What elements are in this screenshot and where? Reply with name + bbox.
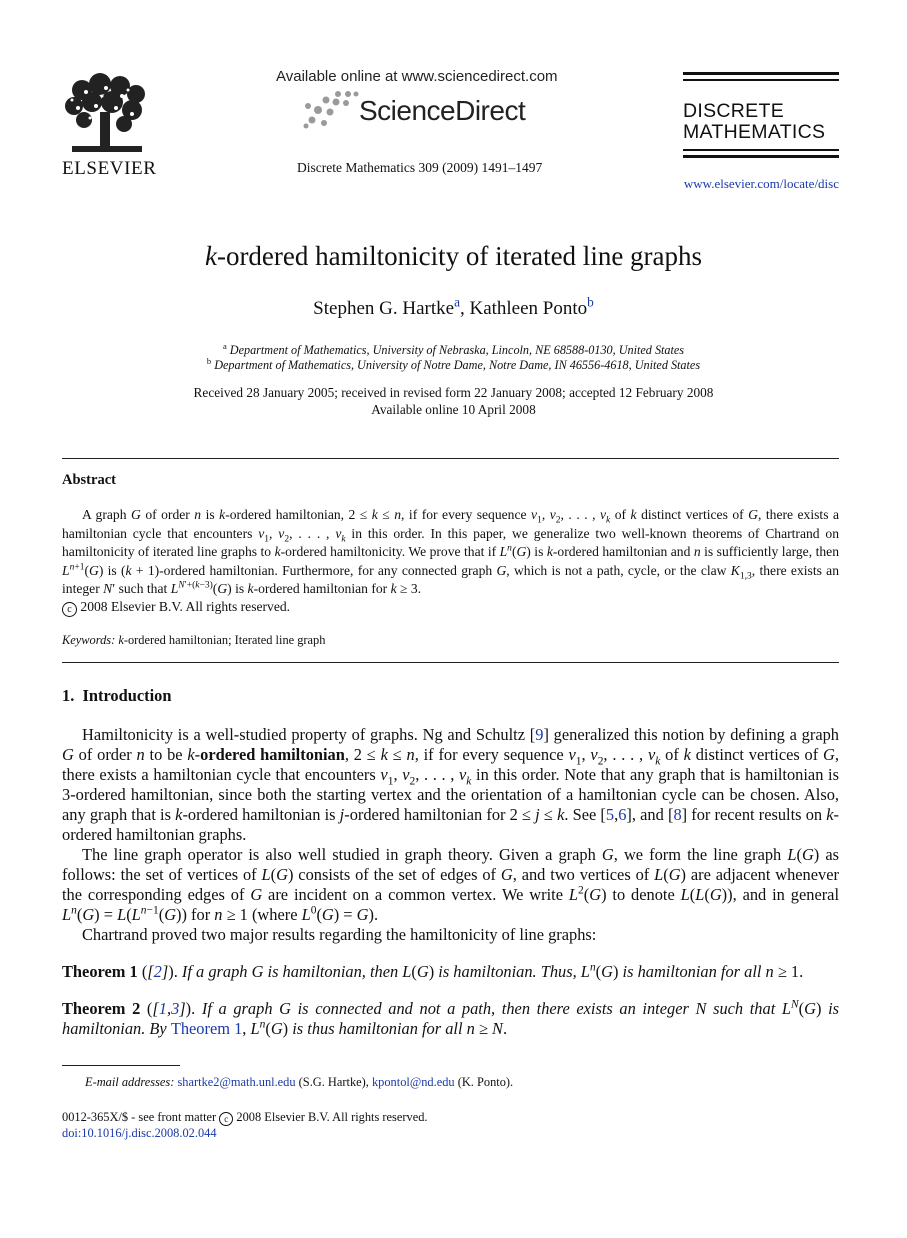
theorem-1-link[interactable]: Theorem xyxy=(170,1019,230,1038)
journal-bottom-rule-2 xyxy=(683,155,839,158)
keywords-label: Keywords: xyxy=(62,633,116,647)
abstract-heading: Abstract xyxy=(62,472,116,488)
intro-paragraph-3: Chartrand proved two major results regarding the hamiltonicity of line graphs: xyxy=(82,925,597,944)
title-rest: -ordered hamiltonicity of iterated line graphs xyxy=(216,241,703,271)
journal-name-line2: MATHEMATICS xyxy=(683,121,826,143)
article-title xyxy=(0,241,907,272)
abstract-copyright-text: 2008 Elsevier B.V. All rights reserved. xyxy=(80,599,291,614)
journal-top-rule-2 xyxy=(683,79,839,81)
available-online-text: Available online at www.sciencedirect.com xyxy=(276,68,558,85)
email-owner-ponto: (K. Ponto). xyxy=(454,1075,514,1089)
footer-copyright-text: 2008 Elsevier B.V. All rights reserved. xyxy=(236,1110,428,1124)
abstract-copyright xyxy=(62,599,290,617)
email-owner-hartke: (S.G. Hartke), xyxy=(295,1075,372,1089)
journal-top-rule xyxy=(683,72,839,75)
theorem-2: Theorem 2 ([1,3]). If a graph G is connected and not a path, then there exists an integer N such that $L^N(G)$ is hamiltonian. By Theorem 1, $L^n(G)$ is thus hamiltonian for all n ≥ N. xyxy=(62,998,840,1038)
ref-2-link[interactable]: 2 xyxy=(153,962,162,981)
intro-paragraph-1: Hamiltonicity is a well-studied property of graphs. Ng and Schultz [9] generalized this notion by defining a graph G of order n to be k-ordered hamiltonian, 2 ≤ k ≤ n, if for every sequence $v_1$, $v_2$, . . . , $v_k$ of k distinct vertices of G, there exists a hamiltonian cycle that encounters $v_1$, $v_2$, . . . , $v_k$ in this order. Note that any graph that is hamiltonian is 3-ordered hamiltonian, since both the starting vertex and the orientation of a hamiltonian cycle can be chosen. Also, any graph that is k-ordered hamiltonian is j-ordered hamiltonian for 2 ≤ j ≤ k. See [5,6], and [8] for recent results on k-ordered hamiltonian graphs. xyxy=(62,725,839,844)
available-online-date: Available online 10 April 2008 xyxy=(371,402,536,417)
ref-3-link[interactable]: 3 xyxy=(171,999,180,1018)
affiliation-b xyxy=(0,355,907,373)
email-link-hartke[interactable]: shartke2@math.unl.edu xyxy=(177,1075,296,1089)
affil-a-text: Department of Mathematics, University of Nebraska, Lincoln, NE 68588-0130, United States xyxy=(229,343,685,357)
received-dates: Received 28 January 2005; received in revised form 22 January 2008; accepted 12 February 2008 xyxy=(193,385,714,400)
journal-bottom-rule xyxy=(683,149,839,151)
journal-logo xyxy=(683,72,839,158)
elsevier-tree-icon xyxy=(62,72,152,156)
title-k: k xyxy=(204,241,217,271)
email-link-ponto[interactable]: kpontol@nd.edu xyxy=(371,1075,455,1089)
affil-b-mark: b xyxy=(206,355,212,366)
abstract-body: A graph G of order n is k-ordered hamiltonian, 2 ≤ k ≤ n, if for every sequence $v_1$, $v_2$, . . . , $v_k$ of k distinct vertices of G, there exists a hamiltonian cycle that encounters $v_1$, $v_2$, . . . , $v_k$ in this order. In this paper, we generalize two well-known theorems of Chartrand on hamiltonicity of iterated line graphs to k-ordered hamiltonicity. We prove that if $L^n(G)$ is k-ordered hamiltonian and n is sufficiently large, then $L^{n+1}(G)$ is (k + 1)-ordered hamiltonian. Furthermore, for any connected graph G, which is not a path, cycle, or the claw $K_{1,3}$, there exists an integer N′ such that $L^{N'+(k-3)}(G)$ is k-ordered hamiltonian for k ≥ 3. xyxy=(62,507,840,597)
ref-6-link[interactable]: 6 xyxy=(618,805,627,824)
journal-name-line1: DISCRETE xyxy=(683,100,784,122)
copyright-icon: c xyxy=(62,602,77,617)
author-2: Kathleen Ponto xyxy=(469,298,588,319)
author-1: Stephen G. Hartke xyxy=(313,298,455,319)
ref-5-link[interactable]: 5 xyxy=(605,805,615,824)
ref-9-link[interactable]: 9 xyxy=(535,725,544,744)
sciencedirect-dots-icon xyxy=(302,90,360,130)
affil-b-text: Department of Mathematics, University of Notre Dame, Notre Dame, IN 46556-4618, United States xyxy=(214,358,701,372)
sciencedirect-wordmark: ScienceDirect xyxy=(359,95,526,126)
footnote-rule xyxy=(62,1065,180,1066)
author-2-affil-mark[interactable]: b xyxy=(587,294,594,310)
email-label: E-mail addresses: xyxy=(85,1075,175,1089)
author-1-affil-mark[interactable]: a xyxy=(454,294,460,310)
keywords-text: -ordered hamiltonian; Iterated line graph xyxy=(123,633,326,647)
author-separator: , xyxy=(459,298,470,319)
affiliation-a xyxy=(0,340,907,358)
theorem-1: Theorem 1 ([2]). If a graph G is hamiltonian, then L(G) is hamiltonian. Thus, $L^n(G)$ is hamiltonian for all n ≥ 1. xyxy=(62,961,804,981)
elsevier-logo xyxy=(62,72,157,179)
issn-text: 0012-365X/$ - see front matter xyxy=(62,1110,217,1124)
intro-paragraph-2: The line graph operator is also well studied in graph theory. Given a graph G, we form the line graph L(G) as follows: the set of vertices of L(G) consists of the set of edges of G, and two vertices of L(G) are adjacent whenever the corresponding edges of G are incident on a common vertex. We write $L^2(G)$ to denote L(L(G)), and in general $L^n(G) = L(L^{n-1}(G))$ for n ≥ 1 (where $L^0(G) = G$). xyxy=(62,845,839,924)
ref-8-link[interactable]: 8 xyxy=(673,805,682,824)
front-matter-line xyxy=(62,1110,427,1126)
section-heading: 1. Introduction xyxy=(62,686,172,705)
sciencedirect-logo[interactable] xyxy=(302,90,542,132)
keywords: Keywords: k-ordered hamiltonian; Iterated line graph xyxy=(62,633,326,647)
author-list xyxy=(0,294,907,320)
abstract-top-rule xyxy=(62,458,839,459)
abstract-bottom-rule xyxy=(62,662,839,663)
journal-citation: Discrete Mathematics 309 (2009) 1491–1497 xyxy=(297,160,543,175)
publisher-name: ELSEVIER xyxy=(62,158,157,179)
theorem-2-label: Theorem 2 xyxy=(62,999,141,1018)
doi-link[interactable]: doi:10.1016/j.disc.2008.02.044 xyxy=(62,1126,217,1140)
ref-1-link[interactable]: 1 xyxy=(158,999,167,1018)
email-footnote xyxy=(85,1075,513,1090)
affil-a-mark: a xyxy=(222,340,227,351)
journal-url-link[interactable]: www.elsevier.com/locate/disc xyxy=(683,176,839,191)
copyright-icon-footer: c xyxy=(219,1112,233,1126)
theorem-1-label: Theorem 1 xyxy=(62,962,138,981)
